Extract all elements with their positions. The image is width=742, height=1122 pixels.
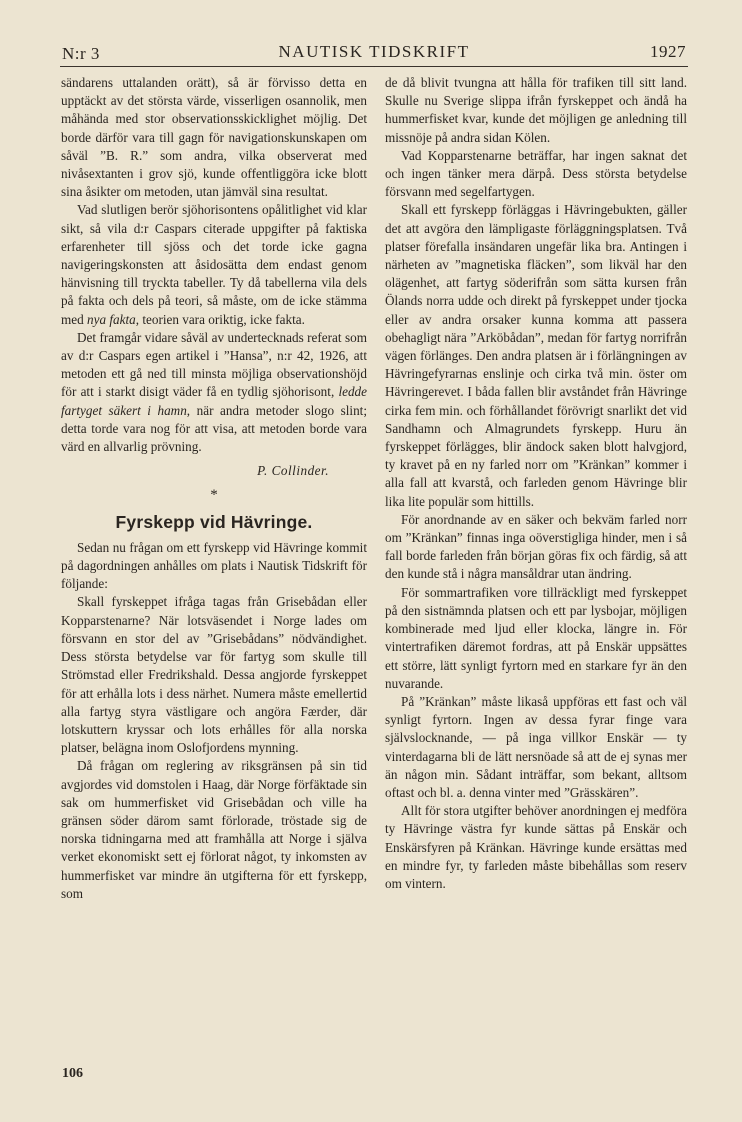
italic-phrase: nya fakta <box>87 311 136 327</box>
paragraph: Sedan nu frågan om ett fyrskepp vid Hävringe kommit på dagordningen anhålles om plats i Nautisk Tidskrift för följande: <box>61 539 367 592</box>
paragraph: Skall fyrskeppet ifråga tagas från Grisebådan eller Kopparstenarne? När lotsväsendet i Norge lades om försvann en stor del av ”Grisebådans” nödvändighet. Dess största betydelse var för fartyg som skulle till Strömstad eller Fredrikshald. Dessa angjorde fyrskeppet för att erhålla lots i dess närhet. Numera måste emellertid alla fartyg styra västligare och angöra Færder, där lotskuttern kryssar och lots erhålles för alla norska platser, belägna inom Oslofjordens mynning. <box>61 594 367 756</box>
paragraph: För sommartrafiken vore tillräckligt med fyrskeppet på den sistnämnda platsen och ett par lysbojar, möjligen kombinerade med ljud eller klocka, längre in. För vintertrafiken däremot fordras, att på Enskär uppsättes ett större, lätt synligt fyrtorn med en starkare fyr än den nuvarande. <box>385 584 687 691</box>
paragraph: sändarens uttalanden orätt), så är förvisso detta en upptäckt av det största värde, visserligen osannolik, men måhända med stor observationsskicklighet möjlig. Det borde därför vara till gagn för navigationskunskapen om såväl ”B. R.” som andra, vilka observerat med nivåsextanten i grov sjö, kunde offentliggöra icke blott sina åsikter om metoden, utan jämväl sina resultat. <box>61 75 367 200</box>
right-column <box>385 74 687 893</box>
paragraph: Vad Kopparstenarne beträffar, har ingen saknat det och ingen tänker mera därpå. Dess största betydelse försvann med segelfartygen. <box>385 147 687 200</box>
journal-title: NAUTISK TIDSKRIFT <box>278 42 470 61</box>
paragraph <box>61 329 367 456</box>
paragraph: Allt för stora utgifter behöver anordningen ej medföra ty Hävringe västra fyr kunde sättas på Enskär och Enskärsfyren på Kränkan. Hävringe kunde ersättas med en mindre fyr, ty farleden måste bibehållas som reserv om vintern. <box>385 803 687 891</box>
text-run: , när andra metoder slogo slint; detta torde vara nog för att visa, att metoden borde vara värd en allvarlig prövning. <box>61 402 368 455</box>
paragraph: Då frågan om reglering av riksgränsen på sin tid avgjordes vid domstolen i Haag, där Norge förfäktade sin sak om hummerfisket vid Grisebådan och ville ha gränsen söder därom samt förlorade, tröstade sig de norska tidningarna med att framhålla att Norge i själva verket ekonomiskt sett ej förlorat något, ty inkomsten av hummerfisket var mindre än utgifterna för ett fyrskepp, som <box>61 758 367 901</box>
paragraph <box>61 201 367 328</box>
text-run: Vad slutligen berör sjöhorisontens opålitlighet vid klar sikt, så vila d:r Caspars citerade uppgifter på faktiska erfarenheter till sjöss och det torde icke gagna navigeringskonsten att åsidosätta dem endast genom hänvisning till tryckta tabeller. Ty då tabellerna vila dels på fakta och dels på teori, så måste, om de icke stämma med <box>61 202 367 327</box>
text-run: , teorien vara oriktig, icke fakta. <box>135 311 305 327</box>
header-rule <box>60 66 688 67</box>
article-heading: Fyrskepp vid Hävringe. <box>115 511 313 532</box>
italic-phrase: ledde fartyget säkert i hamn <box>61 384 367 418</box>
left-column <box>61 74 367 903</box>
page-number: 106 <box>62 1066 83 1081</box>
year: 1927 <box>650 42 686 61</box>
paragraph: På ”Kränkan” måste likaså uppföras ett fast och väl synligt fyrtorn. Ingen av dessa fyrar finge vara självslocknande, — på inga villkor Enskär — ty vinterdagarna bli de lätt nersnöade så att de ej synas mer än någon min. Sådant inträffar, som bekant, alltsom oftast och bl. a. denna vinter med ”Grässkären”. <box>385 693 687 800</box>
text-run: Det framgår vidare såväl av undertecknads referat som av d:r Caspars egen artikel i ”Hansa”, n:r 42, 1926, att metoden ett gå ned till minsta möjliga observationshöjd för att i starkt disigt väder få en tydlig sjöhorisont, <box>61 329 367 400</box>
paragraph: de då blivit tvungna att hålla för trafiken till sitt land. Skulle nu Sverige slippa ifrån fyrskeppet och ändå ha hummerfisket kvar, kunde det möjligen ge anledning till missnöje på andra sidan Kölen. <box>385 75 687 145</box>
issue-number: N:r 3 <box>62 44 100 63</box>
running-header <box>62 40 686 66</box>
author-signature: P. Collinder. <box>257 463 329 479</box>
paragraph: Skall ett fyrskepp förläggas i Hävringebukten, gäller det att avgöra den lämpligaste förläggningsplatsen. Två platser förefalla insändaren ungefär lika bra. Antingen i närheten av ”magnetiska fläcken”, som likväl har den olägenhet, att fartyg söderifrån som sätta kursen från Ölands norra udde och direkt på fyrskeppet under tjocka eller av andra orsaker kunna komma att passera obehagligt nära ”Arköbådan”, medan för fartyg norrifrån vägen förlänges. Den andra platsen är i förlängningen av Hävringefyrarnas enslinje och cirka två min. öster om Hävringerevet. I båda fallen blir avståndet från Hävringe cirka fem min. och förhållandet förövrigt snarlikt det vid Sandhamn och Almagrundets fyrskepp. Huru än fyrskeppet förlägges, blir ändock saken blott halvgjord, ty kravet på en ny farled norr om ”Kränkan” kommer i alla fall att kvarstå, och farleden genom Hävringe blir lika lite populär som hittills. <box>385 202 687 509</box>
section-separator: * <box>210 487 218 504</box>
paragraph: För anordnande av en säker och bekväm farled norr om ”Kränkan” finnas inga oöverstigliga hinder, men i så fall borde farleden från början göras fix och färdig, så att den kunde stå i några mansåldrar utan ändring. <box>385 511 687 582</box>
